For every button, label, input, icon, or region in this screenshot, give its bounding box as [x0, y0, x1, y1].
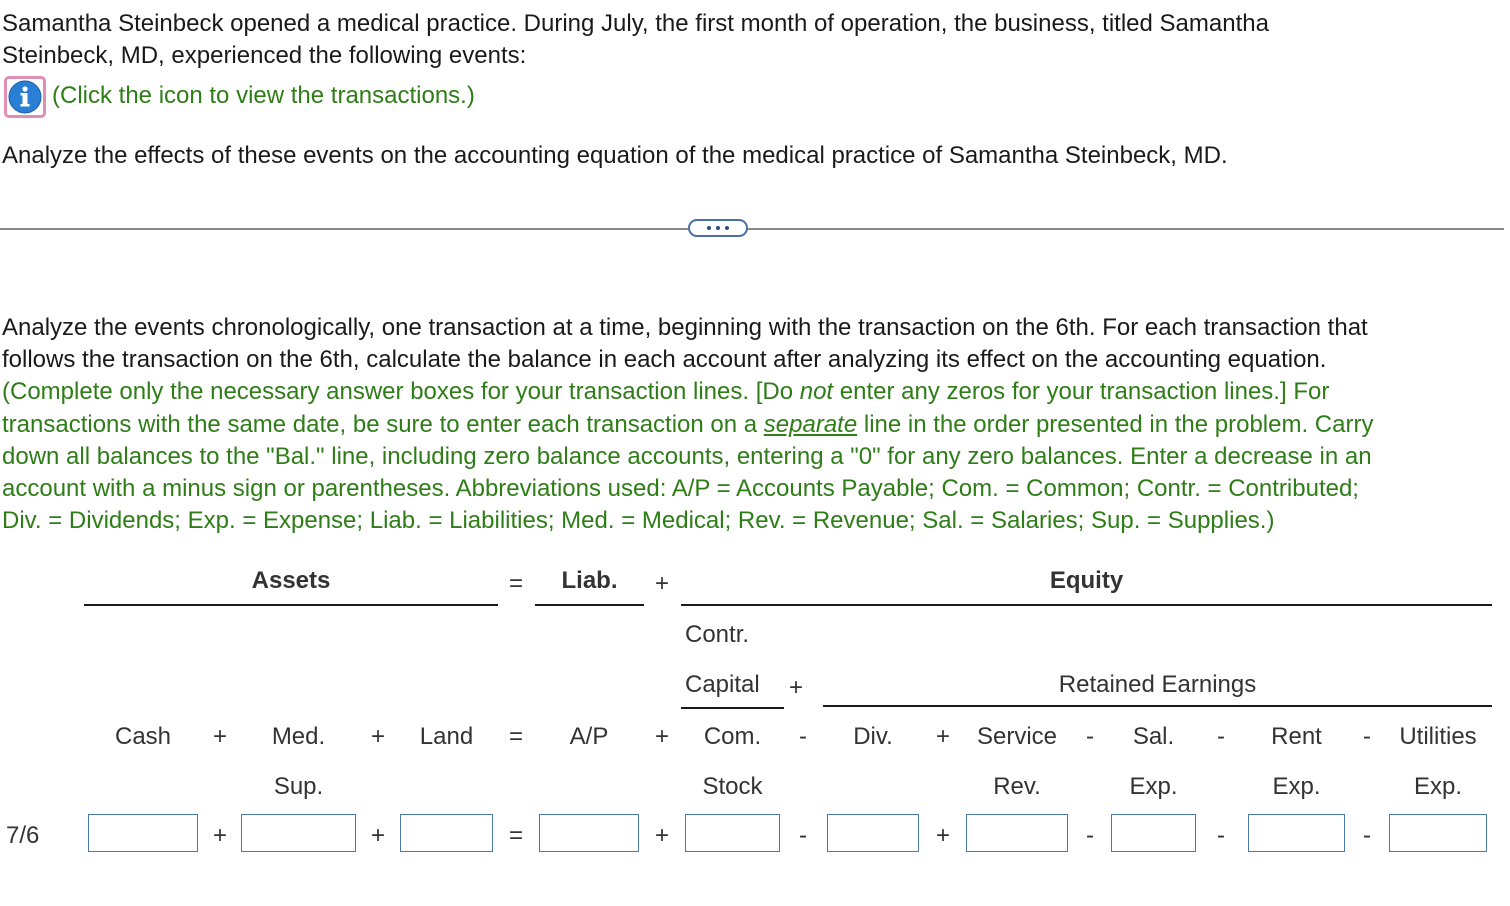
op-minus: - — [1086, 723, 1094, 750]
col-cash: Cash — [114, 723, 172, 750]
op-plus: + — [212, 723, 227, 750]
op-plus: + — [654, 822, 669, 849]
rent-exp-input[interactable] — [1248, 814, 1345, 852]
com-stock-input[interactable] — [685, 814, 780, 852]
op-plus: + — [935, 822, 950, 849]
retained-earnings-underline — [823, 705, 1492, 707]
op-minus: - — [1217, 822, 1225, 849]
op-minus: - — [1086, 822, 1094, 849]
col-utilities: Utilities — [1399, 723, 1477, 750]
instructions-green-2: transactions with the same date, be sure to enter each transaction on a separate line in the order presented in the problem. Carry — [2, 411, 1374, 438]
op-plus: + — [370, 822, 385, 849]
analyze-text: Analyze the effects of these events on the accounting equation of the medical practice of Samantha Steinbeck, MD. — [2, 142, 1228, 169]
op-minus: - — [799, 723, 807, 750]
row-date-label: 7/6 — [6, 822, 40, 849]
instructions-line-1: Analyze the events chronologically, one transaction at a time, beginning with the transaction on the 6th. For each transaction that — [2, 314, 1368, 341]
col-sal-line2: Exp. — [1129, 773, 1178, 800]
op-equals: = — [508, 723, 523, 750]
header-plus: + — [654, 570, 669, 597]
assets-header: Assets — [251, 567, 331, 594]
op-plus: + — [654, 723, 669, 750]
utilities-exp-input[interactable] — [1389, 814, 1487, 852]
equity-header: Equity — [1049, 567, 1124, 594]
cash-input[interactable] — [88, 814, 198, 852]
info-icon — [8, 80, 42, 114]
liab-header: Liab. — [561, 567, 618, 594]
med-sup-input[interactable] — [241, 814, 356, 852]
col-rent: Rent — [1271, 723, 1322, 750]
col-service: Service — [976, 723, 1058, 750]
op-equals: = — [508, 822, 523, 849]
info-button[interactable] — [4, 76, 46, 118]
instructions-green-3: down all balances to the "Bal." line, including zero balance accounts, entering a "0" for any zero balances. Enter a decrease in an — [2, 443, 1372, 470]
col-rent-line2: Exp. — [1272, 773, 1321, 800]
col-land: Land — [419, 723, 474, 750]
op-minus: - — [1363, 723, 1371, 750]
col-div: Div. — [853, 723, 893, 750]
col-ap: A/P — [569, 723, 609, 750]
op-plus: + — [212, 822, 227, 849]
col-com: Com. — [703, 723, 762, 750]
op-minus: - — [799, 822, 807, 849]
op-minus: - — [1363, 822, 1371, 849]
ap-input[interactable] — [539, 814, 639, 852]
instructions-green-5: Div. = Dividends; Exp. = Expense; Liab. = Liabilities; Med. = Medical; Rev. = Revenue; Sal. = Salaries; Sup. = Supplies.) — [2, 507, 1275, 534]
capital-label: Capital — [685, 671, 760, 698]
col-service-line2: Rev. — [993, 773, 1041, 800]
capital-plus: + — [788, 674, 803, 701]
col-sal: Sal. — [1132, 723, 1175, 750]
header-equals: = — [508, 570, 523, 597]
op-plus: + — [370, 723, 385, 750]
expand-button[interactable] — [688, 219, 748, 237]
instructions-line-2: follows the transaction on the 6th, calculate the balance in each account after analyzing its effect on the accounting equation. — [2, 346, 1327, 373]
ellipsis-icon — [707, 226, 711, 230]
contr-label: Contr. — [685, 621, 750, 648]
col-com-line2: Stock — [702, 773, 763, 800]
intro-line-1: Samantha Steinbeck opened a medical practice. During July, the first month of operation, the business, titled Samantha — [2, 10, 1269, 37]
service-rev-input[interactable] — [966, 814, 1068, 852]
sal-exp-input[interactable] — [1111, 814, 1196, 852]
intro-line-2: Steinbeck, MD, experienced the following events: — [2, 42, 527, 69]
retained-earnings-label: Retained Earnings — [1058, 671, 1257, 698]
op-plus: + — [935, 723, 950, 750]
assets-underline — [84, 604, 498, 606]
view-transactions-link[interactable]: (Click the icon to view the transactions.) — [52, 82, 475, 109]
col-med: Med. — [271, 723, 326, 750]
land-input[interactable] — [400, 814, 493, 852]
liab-underline — [535, 604, 644, 606]
div-input[interactable] — [827, 814, 919, 852]
instructions-green-1: (Complete only the necessary answer boxes for your transaction lines. [Do not enter any zeros for your transaction lines.] For — [2, 378, 1330, 405]
section-divider — [0, 228, 1504, 230]
equity-underline — [681, 604, 1492, 606]
op-minus: - — [1217, 723, 1225, 750]
instructions-green-4: account with a minus sign or parentheses. Abbreviations used: A/P = Accounts Payable; Com. = Common; Contr. = Contributed; — [2, 475, 1359, 502]
col-utilities-line2: Exp. — [1413, 773, 1463, 800]
col-med-line2: Sup. — [273, 773, 324, 800]
capital-underline — [681, 707, 784, 709]
